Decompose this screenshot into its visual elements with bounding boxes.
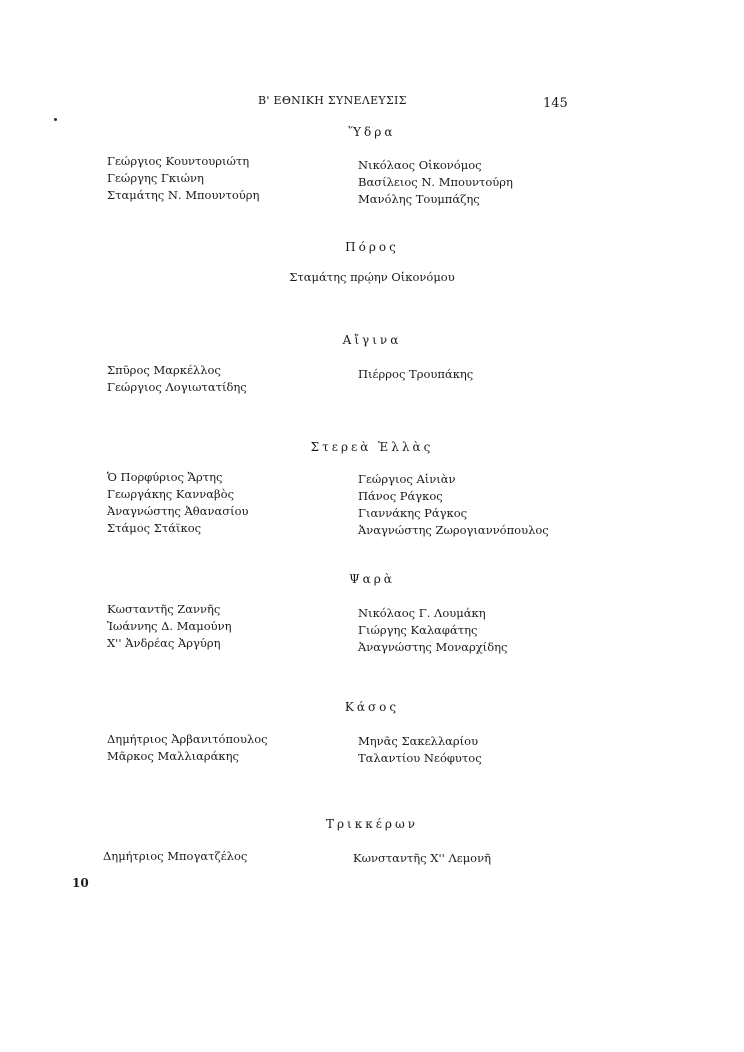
list-item: Ἀναγνώστης Ζωρογιαννόπουλος (358, 523, 549, 537)
signature-mark: 10 (72, 876, 89, 890)
list-item: Ὁ Πορφύριος Ἄρτης (107, 470, 223, 484)
list-item: Κωνσταντῆς Χ'' Λεμονῆ (353, 851, 491, 865)
list-item: Μᾶρκος Μαλλιαράκης (107, 749, 239, 763)
left-column (107, 601, 232, 652)
list-item: Γεώργιος Αἰνιὰν (358, 472, 456, 486)
list-item: Ταλαντίου Νεόφυτος (358, 751, 482, 765)
list-item: Μανόλης Τουμπάζης (358, 192, 480, 206)
list-item: Δημήτριος Ἀρβανιτόπουλος (107, 732, 268, 746)
list-item: Ἰωάννης Δ. Μαμούνη (107, 619, 232, 633)
list-item: Στάμος Στάϊκος (107, 521, 202, 535)
left-column (103, 848, 247, 865)
list-item: Ἀναγνώστης Ἀθανασίου (107, 504, 249, 518)
list-item: Γεώργης Γκιώνη (107, 171, 204, 185)
right-column (358, 605, 507, 656)
section-title: Στερεὰ Ἑλλὰς (310, 440, 434, 454)
list-item: Δημήτριος Μπογατζέλος (103, 849, 248, 863)
list-item: Πιέρρος Τρουπάκης (358, 367, 474, 381)
right-column (353, 850, 491, 867)
list-item: Γεωργάκης Κανναβὸς (107, 487, 235, 501)
section-title: Πόρος (345, 240, 399, 254)
section-title: Κάσος (344, 700, 400, 714)
left-column (107, 362, 247, 396)
list-item: Πάνος Ράγκος (358, 489, 443, 503)
list-item: Σπῦρος Μαρκέλλος (107, 363, 221, 377)
list-item: Μηνᾶς Σακελλαρίου (358, 734, 479, 748)
list-item: Χ'' Ἀνδρέας Ἀργύρη (107, 636, 221, 650)
list-item: Βασίλειος Ν. Μπουντούρη (358, 175, 513, 189)
left-column (107, 469, 249, 537)
list-item: Σταμάτης πρῴην Οἰκονόμου (289, 270, 455, 284)
section-title: Αἴγινα (342, 333, 402, 347)
right-column (358, 366, 473, 383)
section-title: Ὕδρα (348, 125, 396, 139)
left-column (107, 153, 259, 204)
list-item: Σταμάτης Ν. Μπουντούρη (107, 188, 260, 202)
list-item: Κωσταντῆς Ζαννῆς (107, 602, 221, 616)
page-number: 145 (543, 96, 568, 111)
right-column (358, 733, 482, 767)
left-column (107, 731, 268, 765)
right-column (358, 157, 513, 208)
list-item: Γεώργιος Κουντουριώτη (107, 154, 250, 168)
section-title: Τρικκέρων (325, 817, 419, 831)
print-speck (54, 118, 57, 121)
list-item: Γιώργης Καλαφάτης (358, 623, 478, 637)
list-item: Ἀναγνώστης Μοναρχίδης (358, 640, 508, 654)
running-title: Β' ΕΘΝΙΚΗ ΣΥΝΕΛΕΥΣΙΣ (258, 94, 407, 107)
list-item: Γιαννάκης Ράγκος (358, 506, 468, 520)
list-item: Γεώργιος Λογιωτατίδης (107, 380, 247, 394)
section-title: Ψαρὰ (349, 572, 395, 586)
list-item: Νικόλαος Οἰκονόμος (358, 158, 482, 172)
right-column (358, 471, 549, 539)
list-item: Νικόλαος Γ. Λουμάκη (358, 606, 486, 620)
